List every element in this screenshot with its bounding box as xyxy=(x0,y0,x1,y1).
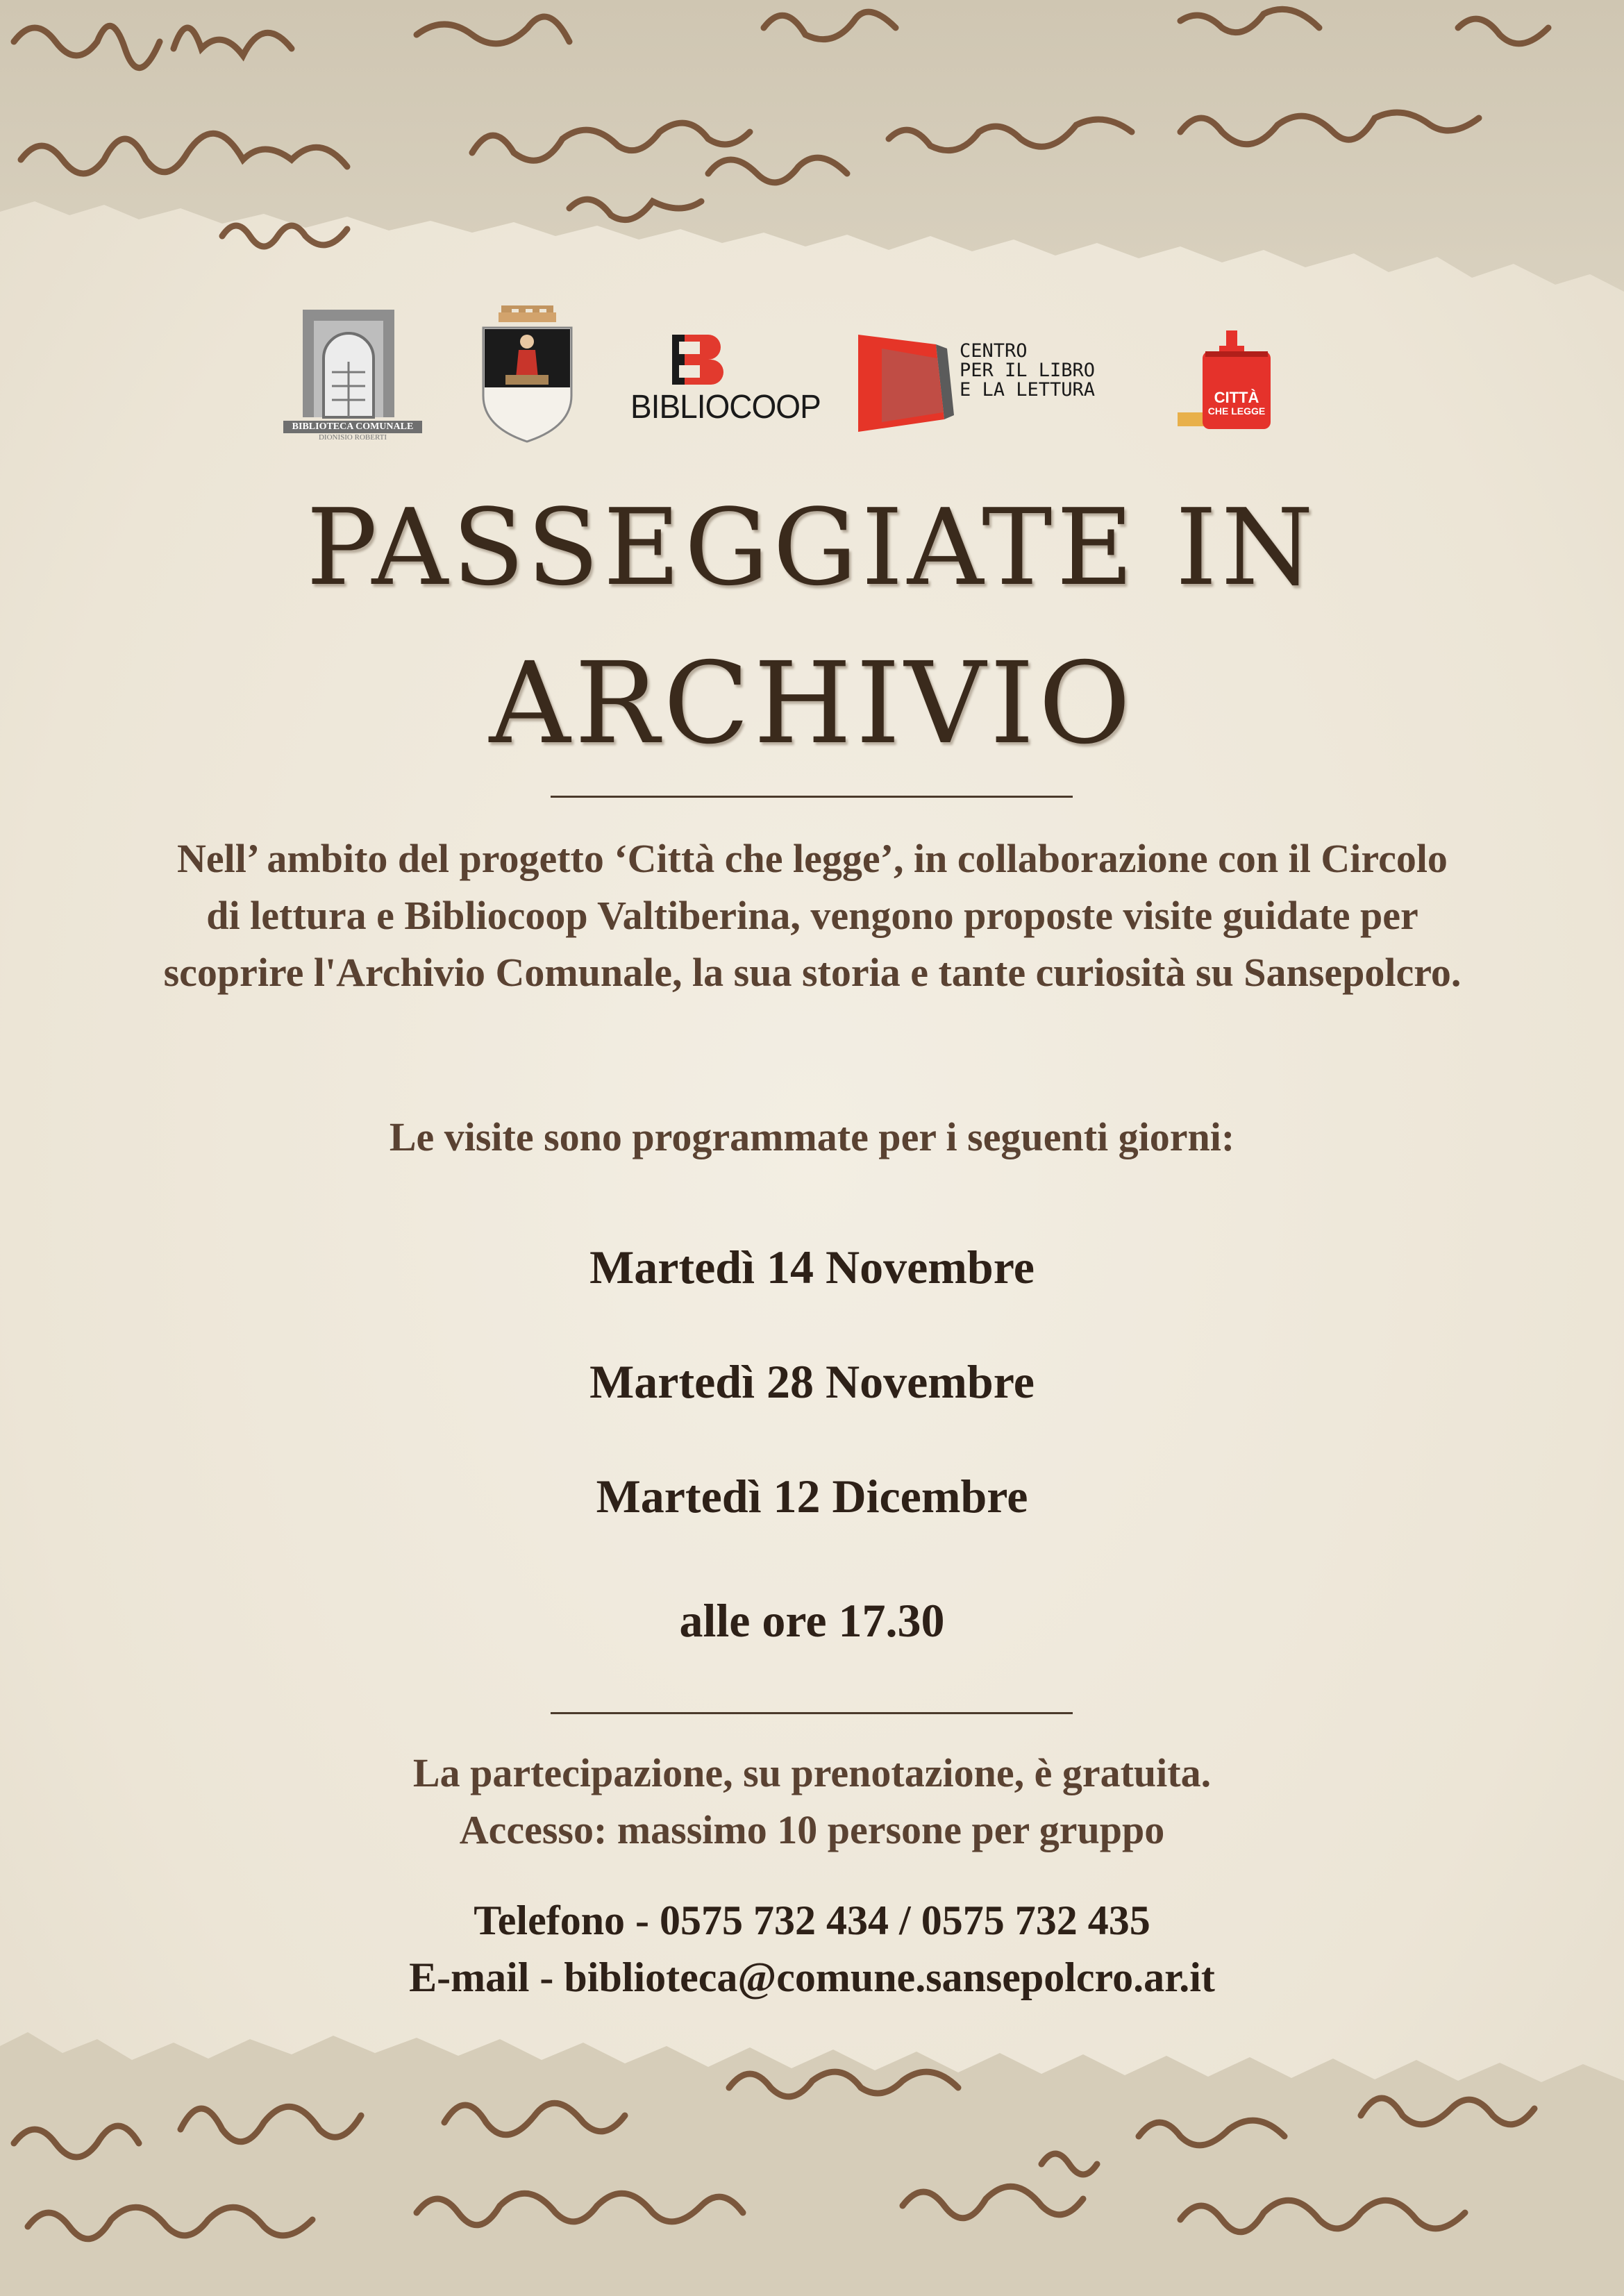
event-time: alle ore 17.30 xyxy=(679,1594,945,1647)
note-free-entry: La partecipazione, su prenotazione, è gratuita. xyxy=(412,1750,1212,1795)
manuscript-top-image xyxy=(0,0,1624,299)
red-book-icon xyxy=(854,330,965,435)
citta-che-legge-logo xyxy=(1178,330,1275,435)
title-line-2: ARCHIVIO xyxy=(489,639,1135,769)
centro-libro-lettura-logo xyxy=(854,330,1118,435)
divider-top xyxy=(551,796,1073,798)
manuscript-bottom-image xyxy=(0,2004,1624,2296)
biblioteca-comunale-label: BIBLIOTECA COMUNALE xyxy=(292,421,414,432)
citta-label-2: CHE LEGGE xyxy=(1207,405,1266,417)
sansepolcro-coat-of-arms-icon xyxy=(480,305,574,444)
date-3: Martedì 12 Dicembre xyxy=(596,1470,1028,1523)
citta-che-legge-book-icon xyxy=(1178,330,1275,435)
date-2: Martedì 28 Novembre xyxy=(589,1355,1035,1408)
citta-label-1: CITTÀ xyxy=(1214,389,1259,406)
contact-email: E-mail - biblioteca@comune.sansepolcro.ar.it xyxy=(409,1954,1215,2000)
biblioteca-comunale-logo xyxy=(283,310,422,444)
biblioteca-comunale-sublabel: DIONISIO ROBERTI xyxy=(318,433,387,442)
schedule-intro: Le visite sono programmate per i seguenti giorni: xyxy=(389,1114,1235,1159)
centro-label-2: PER IL LIBRO xyxy=(960,360,1096,381)
contact-phone: Telefono - 0575 732 434 / 0575 732 435 xyxy=(474,1897,1150,1943)
coat-of-arms-shield-icon xyxy=(480,305,574,444)
date-1: Martedì 14 Novembre xyxy=(589,1241,1035,1293)
bibliocoop-label: BIBLIOCOOP xyxy=(630,387,821,426)
centro-label-1: CENTRO xyxy=(960,340,1028,362)
title-line-1: PASSEGGIATE IN xyxy=(306,486,1318,609)
intro-paragraph: Nell’ ambito del progetto ‘Città che legge’, in collaborazione con il Circolo di lettura e Bibliocoop Valtiberina, vengono proposte visite guidate per scoprire l'Archivio Comunale, la sua storia e tante curiosità su Sansepolcro. xyxy=(163,836,1462,995)
manuscript-strip-top xyxy=(0,0,1624,299)
manuscript-strip-bottom xyxy=(0,2004,1624,2296)
centro-label-3: E LA LETTURA xyxy=(960,379,1096,401)
partner-logos xyxy=(0,305,1624,444)
bibliocoop-logo xyxy=(630,332,821,426)
bibliocoop-bb-icon xyxy=(630,332,790,387)
note-group-size: Accesso: massimo 10 persone per gruppo xyxy=(459,1807,1165,1852)
divider-bottom xyxy=(551,1712,1073,1714)
